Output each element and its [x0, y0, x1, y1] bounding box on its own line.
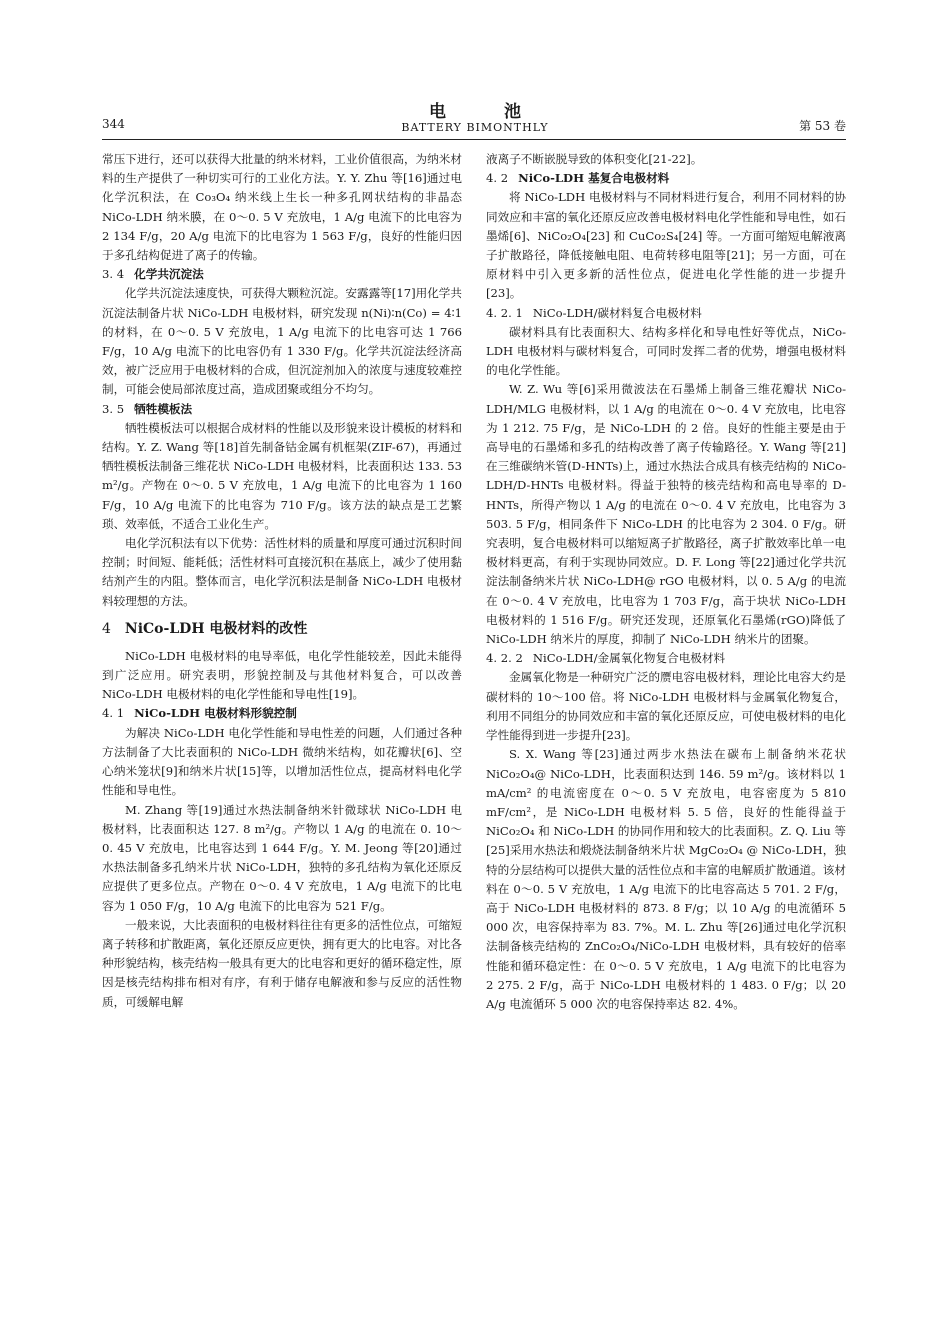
page-number: 344: [102, 117, 125, 131]
paragraph: 液离子不断嵌脱导致的体积变化[21-22]。: [486, 152, 703, 166]
right-column: [486, 150, 846, 1014]
section-title: NiCo-LDH 电极材料形貌控制: [134, 706, 297, 721]
volume-label: 第 53 卷: [799, 119, 846, 133]
paragraph: 金属氧化物是一种研究广泛的赝电容电极材料，理论比电容大约是碳材料的 10～100 倍。将 NiCo-LDH 电极材料与金属氧化物复合，利用不同组分的协同效应和丰富的氧化还原反应，可使电极材料的电化学性能得到进一步提升[23]。: [486, 670, 846, 743]
section-heading-4-2-2: [486, 649, 846, 668]
paragraph: 将 NiCo-LDH 电极材料与不同材料进行复合，利用不同材料的协同效应和丰富的氧化还原反应改善电极材料电化学性能和导电性，如石墨烯[6]、NiCo₂O₄[23] 和 CuCo₂S₄[24] 等。一方面可缩短电解液离子扩散路径，降低接触电阻、电荷转移电阻等[21]；另一方面，可在原材料中引入更多新的活性位点，促进电化学性能的进一步提升[23]。: [486, 190, 846, 301]
section-number: 4. 2. 1: [486, 305, 523, 320]
section-title: 牺牲模板法: [134, 401, 193, 416]
header-rule: [102, 139, 846, 140]
paragraph: 为解决 NiCo-LDH 电化学性能和导电性差的问题，人们通过各种方法制备了大比表面积的 NiCo-LDH 微纳米结构，如花瓣状[6]、空心纳米笼状[9]和纳米片状[15]等，以增加活性位点，提高材料电化学性能和导电性。: [102, 725, 462, 798]
left-column: [102, 150, 462, 1012]
section-number: 4: [102, 620, 111, 637]
paragraph: NiCo-LDH 电极材料的电导率低，电化学性能较差，因此未能得到广泛应用。研究表明，形貌控制及与其他材料复合，可以改善 NiCo-LDH 电极材料的电化学性能和导电性[19]。: [102, 648, 462, 702]
section-title: NiCo-LDH 电极材料的改性: [124, 620, 308, 637]
section-title: NiCo-LDH/金属氧化物复合电极材料: [532, 651, 726, 666]
section-title: NiCo-LDH 基复合电极材料: [518, 171, 670, 186]
section-heading-4-1: [102, 704, 462, 723]
paragraph: 常压下进行，还可以获得大批量的纳米材料，工业价值很高，为纳米材料的生产提供了一种切实可行的工业化方法。Y. Y. Zhu 等[16]通过电化学沉积法，在 Co₃O₄ 纳米线上生长一种多孔网状结构的非晶态 NiCo-LDH 纳米膜，在 0～0. 5 V 充放电，1 A/g 电流下的比电容为 2 134 F/g，20 A/g 电流下的比电容为 1 563 F/g，良好的性能归因于多孔结构促进了离子的传输。: [102, 152, 462, 263]
paragraph: 化学共沉淀法速度快，可获得大颗粒沉淀。安露露等[17]用化学共沉淀法制备片状 NiCo-LDH 电极材料，研究发现 n(Ni)∶n(Co) = 4∶1的材料，在 0～0. 5 V 充放电，1 A/g 电流下的比电容可达 1 766 F/g，10 A/g 电流下的比电容仍有 1 330 F/g。化学共沉淀法经济高效，被广泛应用于电极材料的合成，但沉淀剂加入的浓度与速度较难控制，可能会使局部浓度过高，造成团聚或组分不均匀。: [102, 286, 462, 397]
paragraph: 一般来说，大比表面积的电极材料往往有更多的活性位点，可缩短离子转移和扩散距离，氧化还原反应更快，拥有更大的比电容。对比各种形貌结构，核壳结构一般具有更大的比电容和更好的循环稳定性，原因是核壳结构排布相对有序，有利于储存电解液和参与反应的活性物质，可缓解电解: [102, 917, 462, 1009]
section-number: 4. 2. 2: [486, 651, 523, 666]
section-heading-4-2: [486, 169, 846, 188]
journal-title-en: BATTERY BIMONTHLY: [401, 121, 549, 134]
section-title: NiCo-LDH/碳材料复合电极材料: [532, 305, 702, 320]
section-number: 3. 4: [102, 267, 125, 282]
paragraph: S. X. Wang 等[23]通过两步水热法在碳布上制备纳米花状 NiCo₂O₄@ NiCo-LDH，比表面积达到 146. 59 m²/g。该材料以 1 mA/cm² 的电流密度在 0～0. 5 V 充放电，电容密度为 5 810 mF/cm²，是 NiCo-LDH 电极材料 5. 5 倍，良好的性能得益于 NiCo₂O₄ 和 NiCo-LDH 的协同作用和较大的比表面积。Z. Q. Liu 等[25]采用水热法和煅烧法制备纳米片状 MgCo₂O₄ @ NiCo-LDH，独特的分层结构可以提供大量的活性位点和丰富的电解质扩散通道。该材料在 0～0. 5 V 充放电，1 A/g 电流下的比电容高达 5 701. 2 F/g，高于 NiCo-LDH 电极材料的 873. 8 F/g；以 10 A/g 的电流循环 5 000 次，电容保持率为 83. 7%。M. L. Zhu 等[26]通过电化学沉积法制备核壳结构的 ZnCo₂O₄/NiCo-LDH 电极材料，具有较好的倍率性能和循环稳定性：在 0～0. 5 V 充放电，1 A/g 电流下的比电容为 2 275. 2 F/g，高于 NiCo-LDH 电极材料的 1 483. 0 F/g；以 20 A/g 电流循环 5 000 次的电容保持率达 82. 4%。: [486, 747, 846, 1011]
paragraph: 碳材料具有比表面积大、结构多样化和导电性好等优点，NiCo-LDH 电极材料与碳材料复合，可同时发挥二者的优势，增强电极材料的电化学性能。: [486, 324, 846, 378]
section-number: 4. 1: [102, 706, 125, 721]
paragraph: 牺牲模板法可以根据合成材料的性能以及形貌来设计模板的材料和结构。Y. Z. Wang 等[18]首先制备钴金属有机框架(ZIF-67)，再通过牺牲模板法制备三维花状 NiCo-LDH 电极材料，比表面积达 133. 53 m²/g。产物在 0～0. 5 V 充放电，1 A/g 电流下的比电容为 1 160 F/g，10 A/g 电流下的比电容为 710 F/g。该方法的缺点是工艺繁琐、效率低，不适合工业化生产。: [102, 420, 462, 531]
section-number: 4. 2: [486, 171, 509, 186]
paragraph: M. Zhang 等[19]通过水热法制备纳米针微球状 NiCo-LDH 电极材料，比表面积达 127. 8 m²/g。产物以 1 A/g 的电流在 0. 10～0. 45 V 充放电，比电容达到 1 644 F/g。Y. M. Jeong 等[20]通过水热法制备多孔纳米片状 NiCo-LDH，独特的多孔结构为氧化还原反应提供了更多位点。产物在 0～0. 4 V 充放电，1 A/g 电流下的比电容为 1 050 F/g，10 A/g 电流下的比电容为 521 F/g。: [102, 802, 462, 913]
journal-title-cn: 电池: [429, 102, 579, 122]
section-number: 3. 5: [102, 401, 125, 416]
section-title: 化学共沉淀法: [134, 267, 204, 282]
section-heading-3-5: [102, 400, 462, 419]
paragraph: W. Z. Wu 等[6]采用微波法在石墨烯上制备三维花瓣状 NiCo-LDH/MLG 电极材料，以 1 A/g 的电流在 0～0. 4 V 充放电，比电容为 1 212. 75 F/g，是 NiCo-LDH 的 2 倍。良好的性能主要是由于高导电的石墨烯和多孔的结构改善了离子传输路径。Y. Wang 等[21]在三维碳纳米管(D-HNTs)上，通过水热法合成具有核壳结构的 NiCo-LDH/D-HNTs 电极材料。得益于独特的核壳结构和高电导率的 D-HNTs，所得产物以 1 A/g 的电流在 0～0. 4 V 充放电，比电容为 3 503. 5 F/g，相同条件下 NiCo-LDH 的比电容为 2 304. 0 F/g。研究表明，复合电极材料可以缩短离子扩散路径，离子扩散效率比单一电极材料更高，有利于实现协同效应。D. F. Long 等[22]通过化学共沉淀法制备纳米片状 NiCo-LDH@ rGO 电极材料，以 0. 5 A/g 的电流在 0～0. 4 V 充放电，比电容为 1 703 F/g，高于块状 NiCo-LDH 电极材料的 1 516 F/g。研究还发现，还原氧化石墨烯(rGO)降低了 NiCo-LDH 纳米片的厚度，抑制了 NiCo-LDH 纳米片的团聚。: [486, 382, 846, 647]
section-heading-4-2-1: [486, 304, 846, 323]
paragraph: 电化学沉积法有以下优势：活性材料的质量和厚度可通过沉积时间控制；时间短、能耗低；活性材料可直接沉积在基底上，减少了使用黏结剂产生的内阻。整体而言，电化学沉积法是制备 NiCo-LDH 电极材料较理想的方法。: [102, 536, 462, 608]
section-heading-4: [102, 619, 462, 639]
section-heading-3-4: [102, 265, 462, 284]
